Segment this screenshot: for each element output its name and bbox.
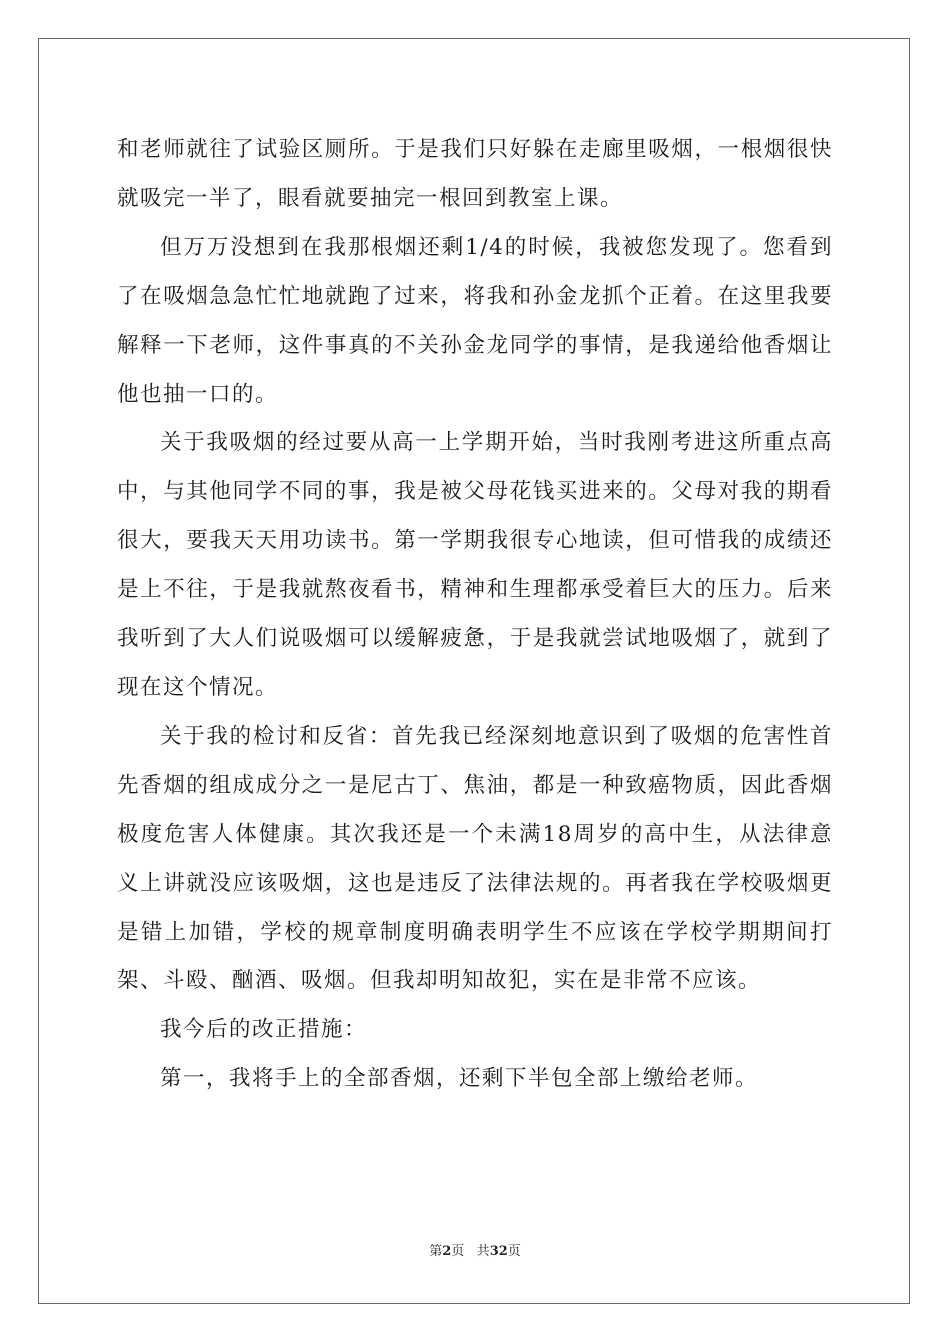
total-suffix: 页	[507, 1244, 521, 1259]
page-number: 2	[442, 1244, 452, 1259]
paragraph-5: 我今后的改正措施：	[160, 1017, 368, 1043]
paragraph-4: 关于我的检讨和反省：首先我已经深刻地意识到了吸烟的危害性首先香烟的组成成分之一是尼古丁、焦油，都是一种致癌物质，因此香烟极度危害人体健康。其次我还是一个未满18周岁的高中生，从法律意义上讲就没应该吸烟，这也是违反了法律法规的。再者我在学校吸烟更是错上加错，学校的规章制度明确表明学生不应该在学校学期期间打架、斗殴、酗酒、吸烟。但我却明知故犯，实在是非常不应该。	[117, 723, 833, 994]
paragraph-6: 第一，我将手上的全部香烟，还剩下半包全部上缴给老师。	[160, 1066, 759, 1092]
paragraph-2: 但万万没想到在我那根烟还剩1/4的时候，我被您发现了。您看到了在吸烟急急忙忙地就跑了过来，将我和孙金龙抓个正着。在这里我要解释一下老师，这件事真的不关孙金龙同学的事情，是我递给他香烟让他也抽一口的。	[117, 234, 833, 407]
paragraph-1: 和老师就往了试验区厕所。于是我们只好躲在走廊里吸烟，一根烟很快就吸完一半了，眼看就要抽完一根回到教室上课。	[117, 137, 833, 211]
paragraph-3: 关于我吸烟的经过要从高一上学期开始，当时我刚考进这所重点高中，与其他同学不同的事，我是被父母花钱买进来的。父母对我的期看很大，要我天天用功读书。第一学期我很专心地读，但可惜我的成绩还是上不往，于是我就熬夜看书，精神和生理都承受着巨大的压力。后来我听到了大人们说吸烟可以缓解疲惫，于是我就尝试地吸烟了，就到了现在这个情况。	[117, 430, 833, 700]
page-prefix: 第	[429, 1244, 443, 1259]
total-pages: 32	[489, 1244, 508, 1259]
document-body	[117, 126, 833, 1104]
page-footer	[0, 1240, 950, 1259]
page-suffix: 页	[451, 1244, 465, 1259]
total-prefix: 共	[476, 1244, 490, 1259]
